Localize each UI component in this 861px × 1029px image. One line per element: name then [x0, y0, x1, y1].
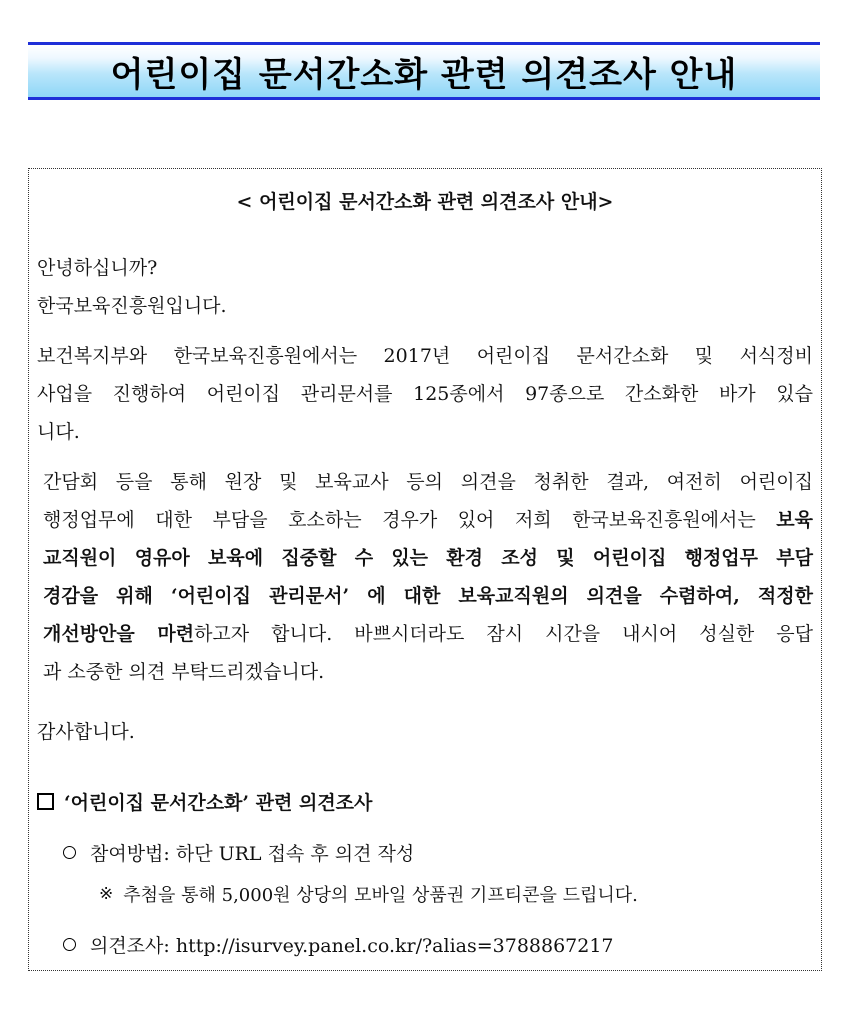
- circle-bullet-icon: [63, 938, 76, 951]
- text-normal: 하고자 합니다. 바쁘시더라도 잠시 시간을 내시어 성실한 응답: [194, 623, 813, 645]
- notice-heading: < 어린이집 문서간소화 관련 의견조사 안내>: [236, 191, 614, 213]
- participation-method-item: [63, 839, 414, 866]
- reward-note-text: 추첨을 통해 5,000원 상당의 모바일 상품권 기프티콘을 드립니다.: [123, 885, 638, 906]
- text-normal: 행정업무에 대한 부담을 호소하는 경우가 있어 저희 한국보육진흥원에서는: [43, 509, 777, 531]
- paragraph-purpose-line: 과 소중한 의견 부탁드리겠습니다.: [43, 661, 325, 683]
- page-title: 어린이집 문서간소화 관련 의견조사 안내: [110, 54, 738, 95]
- paragraph-purpose-line: 경감을 위해 ‘어린이집 관리문서’ 에 대한 보육교직원의 의견을 수렴하여, 적정한: [43, 585, 813, 607]
- text-bold: 보육: [776, 509, 813, 531]
- paragraph-purpose-line: 교직원이 영유아 보육에 집중할 수 있는 환경 조성 및 어린이집 행정업무 부담: [43, 547, 813, 569]
- circle-bullet-icon: [63, 846, 76, 859]
- paragraph-intro-line: 사업을 진행하여 어린이집 관리문서를 125종에서 97종으로 간소화한 바가 있습: [37, 383, 813, 405]
- greeting-line-2: 한국보육진흥원입니다.: [37, 295, 227, 317]
- reference-mark-icon: ※: [99, 884, 114, 904]
- thanks-line: 감사합니다.: [37, 721, 135, 743]
- paragraph-purpose-line: [43, 501, 813, 539]
- paragraph-purpose-line: [43, 615, 813, 653]
- title-banner: [28, 42, 820, 100]
- paragraph-purpose: [43, 463, 813, 691]
- checkbox-square-icon: [37, 793, 54, 810]
- survey-section-title: [37, 788, 372, 815]
- text-bold: 개선방안을 마련: [43, 623, 195, 645]
- paragraph-intro-line: 보건복지부와 한국보육진흥원에서는 2017년 어린이집 문서간소화 및 서식정비: [37, 345, 813, 367]
- reward-note: [99, 881, 638, 907]
- paragraph-intro-line: 니다.: [37, 421, 80, 443]
- participation-method-text: 참여방법: 하단 URL 접속 후 의견 작성: [90, 843, 415, 865]
- survey-link-item: [63, 931, 614, 958]
- notice-box: [28, 168, 822, 971]
- survey-title-text: ‘어린이집 문서간소화’ 관련 의견조사: [64, 792, 373, 814]
- survey-link-text[interactable]: 의견조사: http://isurvey.panel.co.kr/?alias=3788867217: [90, 935, 614, 957]
- paragraph-intro: [37, 337, 813, 451]
- greeting-line-1: 안녕하십니까?: [37, 257, 158, 279]
- paragraph-purpose-line: 간담회 등을 통해 원장 및 보육교사 등의 의견을 청취한 결과, 여전히 어린이집: [43, 471, 813, 493]
